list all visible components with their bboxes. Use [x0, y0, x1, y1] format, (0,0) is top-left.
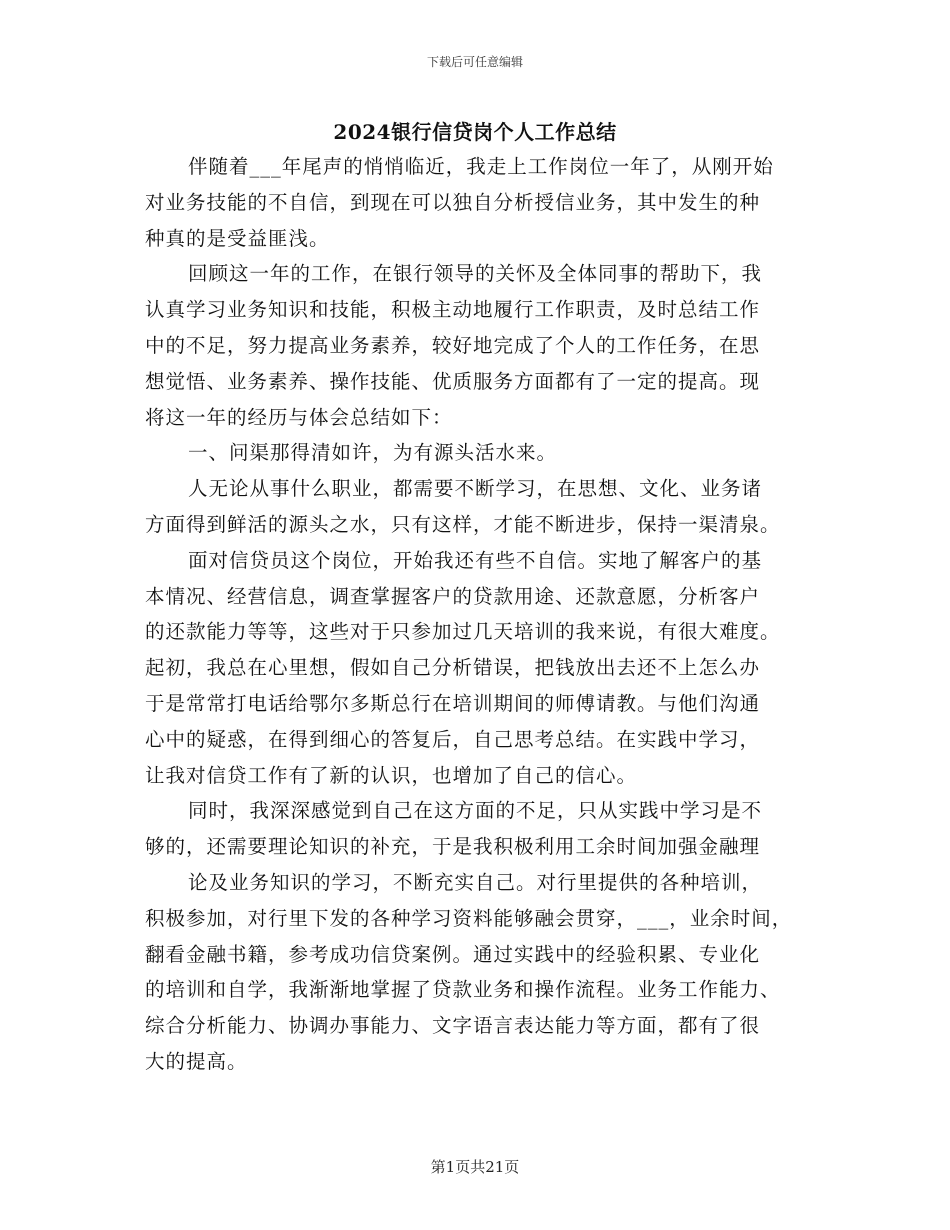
body-line: 面对信贷员这个岗位，开始我还有些不自信。实地了解客户的基 [188, 548, 763, 572]
page-footer: 第1页共21页 [430, 1158, 520, 1176]
body-line: 够的，还需要理论知识的补充，于是我积极利用工余时间加强金融理 [145, 835, 761, 859]
body-line: 起初，我总在心里想，假如自己分析错误，把钱放出去还不上怎么办 [145, 656, 761, 680]
body-line: 让我对信贷工作有了新的认识，也增加了自己的信心。 [145, 763, 638, 787]
body-line: 的培训和自学，我渐渐地掌握了贷款业务和操作流程。业务工作能力、 [145, 978, 781, 1002]
document-title: 2024银行信贷岗个人工作总结 [333, 120, 617, 144]
header-note: 下载后可任意编辑 [426, 55, 523, 69]
body-line: 将这一年的经历与体会总结如下： [145, 405, 453, 429]
body-line: 论及业务知识的学习，不断充实自己。对行里提供的各种培训， [188, 870, 763, 894]
body-line: 对业务技能的不自信，到现在可以独自分析授信业务，其中发生的种 [145, 190, 761, 214]
body-line: 一、问渠那得清如许，为有源头活水来。 [188, 441, 558, 465]
body-line: 种真的是受益匪浅。 [145, 226, 330, 250]
body-line: 大的提高。 [145, 1049, 248, 1073]
body-line: 中的不足，努力提高业务素养，较好地完成了个人的工作任务，在思 [145, 333, 761, 357]
body-line: 的还款能力等等，这些对于只参加过几天培训的我来说，有很大难度。 [145, 620, 781, 644]
body-line: 翻看金融书籍，参考成功信贷案例。通过实践中的经验积累、专业化 [145, 942, 761, 966]
body-line: 伴随着___年尾声的悄悄临近，我走上工作岗位一年了，从刚开始 [188, 155, 774, 178]
body-line: 认真学习业务知识和技能，积极主动地履行工作职责，及时总结工作 [145, 298, 761, 322]
body-line: 综合分析能力、协调办事能力、文字语言表达能力等方面，都有了很 [145, 1014, 761, 1038]
body-line: 想觉悟、业务素养、操作技能、优质服务方面都有了一定的提高。现 [145, 369, 761, 393]
body-line: 同时，我深深感觉到自己在这方面的不足，只从实践中学习是不 [188, 799, 763, 823]
body-line: 积极参加，对行里下发的各种学习资料能够融会贯穿，___，业余时间， [145, 906, 793, 930]
body-line: 于是常常打电话给鄂尔多斯总行在培训期间的师傅请教。与他们沟通 [145, 691, 761, 715]
body-line: 方面得到鲜活的源头之水，只有这样，才能不断进步，保持一渠清泉。 [145, 512, 781, 536]
body-line: 本情况、经营信息，调查掌握客户的贷款用途、还款意愿，分析客户 [145, 584, 761, 608]
body-line: 人无论从事什么职业，都需要不断学习，在思想、文化、业务诸 [188, 477, 763, 501]
body-line: 回顾这一年的工作，在银行领导的关怀及全体同事的帮助下，我 [188, 262, 763, 286]
body-line: 心中的疑惑，在得到细心的答复后，自己思考总结。在实践中学习， [145, 727, 761, 751]
document-body [145, 149, 825, 1080]
